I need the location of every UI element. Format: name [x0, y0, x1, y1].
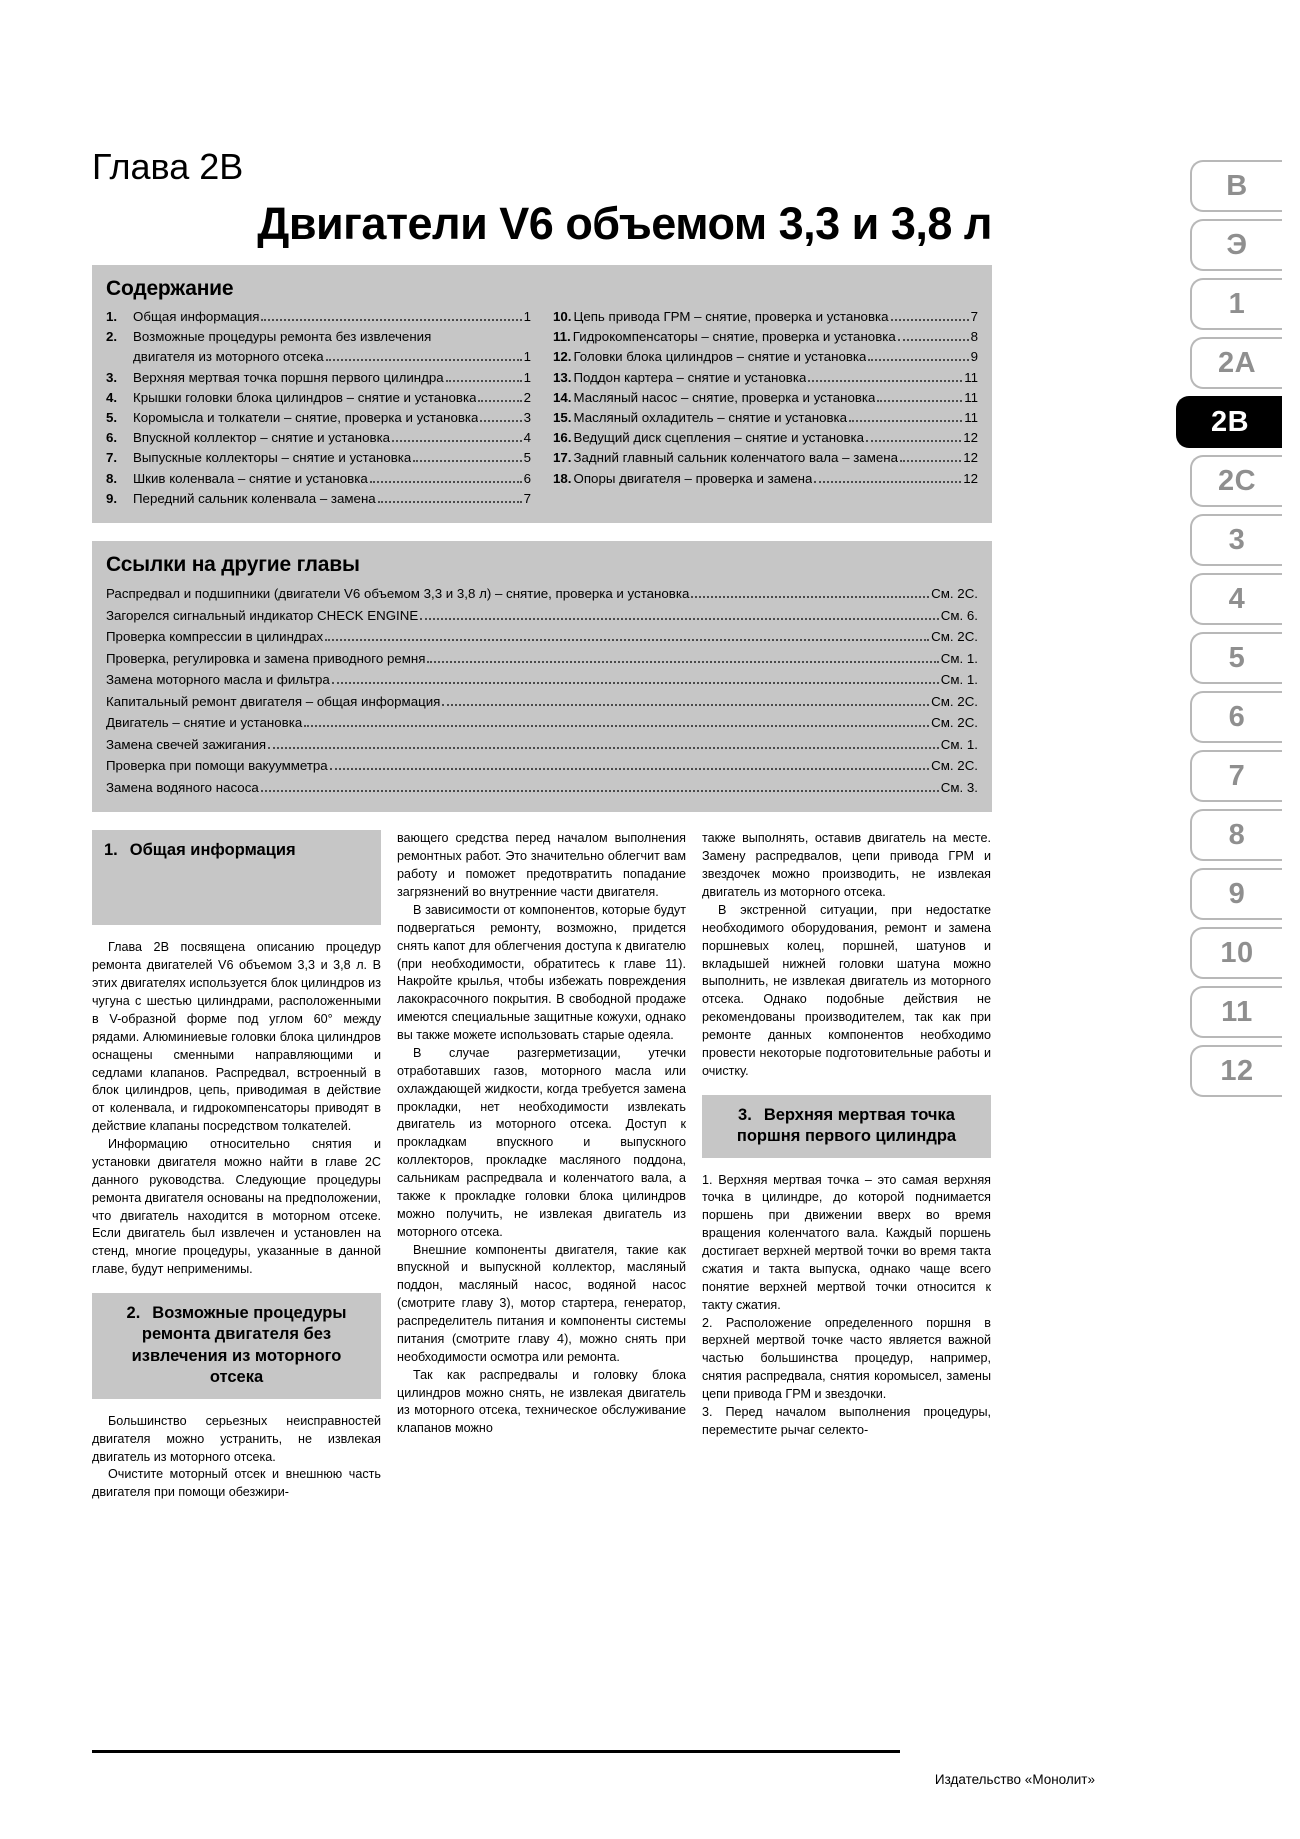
ref-leader [691, 590, 929, 598]
toc-label: Возможные процедуры ремонта без извлечения [133, 329, 432, 345]
toc-label: Головки блока цилиндров – снятие и установка [573, 349, 867, 365]
section-number: 1. [104, 841, 118, 860]
paragraph: Так как распредвалы и головку блока цилиндров можно снять, не извлекая двигатель из моторного отсека, техническое обслуживание клапанов можно [397, 1367, 686, 1436]
toc-entry[interactable] [553, 327, 978, 347]
page-title: Двигатели V6 объемом 3,3 и 3,8 л [257, 197, 992, 249]
paragraph: Внешние компоненты двигателя, такие как впускной и выпускной коллектор, масляный поддон, масляный насос, водяной насос (смотрите главу 3), мотор стартера, генератор, распределитель питания и компоненты системы питания (смотрите главу 4), можно снять при необходимости осмотра или ремонта. [397, 1242, 686, 1364]
toc-number: 9. [106, 490, 118, 506]
cross-reference-label: Загорелся сигнальный индикатор CHECK ENGINE [106, 607, 419, 623]
toc-label: Масляный охладитель – снятие и установка [573, 410, 848, 426]
toc-leader [814, 475, 961, 483]
chapter-tab-12[interactable] [1190, 1045, 1282, 1097]
toc-label-cont: двигателя из моторного отсека [133, 349, 324, 365]
chapter-tab-label: 2В [1210, 405, 1250, 438]
chapter-tab-label: 8 [1228, 818, 1246, 851]
ref-leader [420, 612, 939, 620]
cross-reference-target: См. 1. [940, 650, 978, 666]
contents-heading: Содержание [106, 277, 234, 301]
chapter-tab-strip [1190, 160, 1282, 1097]
chapter-tab-label: Э [1226, 228, 1248, 261]
toc-entry[interactable] [553, 448, 978, 468]
toc-entry[interactable] [553, 307, 978, 327]
toc-leader [392, 434, 522, 442]
toc-page: 8 [970, 329, 978, 345]
toc-label: Масляный насос – снятие, проверка и установка [573, 389, 876, 405]
ref-leader [304, 719, 929, 727]
toc-entry[interactable] [553, 368, 978, 388]
toc-number: 3. [106, 369, 118, 385]
cross-reference-target: См. 1. [940, 672, 978, 688]
toc-leader [446, 374, 522, 382]
toc-page: 11 [964, 389, 978, 405]
ref-leader [442, 698, 929, 706]
cross-reference-entry[interactable] [106, 777, 978, 799]
chapter-tab-label: 6 [1228, 700, 1246, 733]
toc-page: 1 [523, 309, 531, 325]
paragraph: также выполнять, оставив двигатель на месте. Замену распредвалов, цепи привода ГРМ и звездочек можно производить, не извлекая двигатель из моторного отсека. [702, 831, 991, 900]
chapter-tab-10[interactable] [1190, 927, 1282, 979]
contents-box [92, 265, 992, 523]
paragraph: Информацию относительно снятия и установки двигателя можно найти в главе 2С данного руководства. Следующие процедуры ремонта двигателя основаны на предположении, что двигатель находится в моторном отсеке. Если двигатель был извлечен и установлен на стенд, многие процедуры, указанные в данной главе, будут неприменимы. [92, 1137, 381, 1277]
toc-number: 14. [553, 389, 572, 405]
toc-number: 13. [553, 369, 572, 385]
chapter-tab-label: 1 [1228, 287, 1246, 320]
cross-references-box [92, 541, 992, 812]
cross-reference-entry[interactable] [106, 691, 978, 713]
toc-leader [413, 454, 521, 462]
chapter-tab-label: 9 [1228, 877, 1246, 910]
toc-entry[interactable] [553, 347, 978, 367]
chapter-tab-11[interactable] [1190, 986, 1282, 1038]
toc-number: 17. [553, 450, 572, 466]
cross-reference-label: Замена водяного насоса [106, 779, 259, 795]
toc-number: 4. [106, 389, 118, 405]
ref-leader [330, 762, 929, 770]
toc-leader [480, 414, 521, 422]
toc-label: Выпускные коллекторы – снятие и установка [133, 450, 412, 466]
toc-page: 3 [523, 410, 531, 426]
toc-page: 12 [963, 450, 978, 466]
ref-leader [261, 784, 939, 792]
section-number: 3. [738, 1105, 752, 1124]
toc-label: Верхняя мертвая точка поршня первого цилиндра [133, 369, 444, 385]
section-title: Общая информация [129, 841, 296, 860]
chapter-tab-7[interactable] [1190, 750, 1282, 802]
toc-number: 1. [106, 309, 118, 325]
toc-leader [891, 313, 969, 321]
toc-page: 11 [964, 369, 978, 385]
body-column-1 [92, 830, 381, 1502]
contents-column-right [553, 307, 978, 509]
toc-page: 9 [970, 349, 978, 365]
section-heading-1 [92, 830, 381, 925]
page-content [92, 148, 992, 1502]
paragraph: 3. Перед началом выполнения процедуры, переместите рычаг селекто- [702, 1404, 991, 1437]
toc-page: 2 [523, 389, 531, 405]
toc-number: 5. [106, 410, 118, 426]
toc-number: 10. [553, 309, 572, 325]
cross-reference-label: Проверка компрессии в цилиндрах [106, 629, 324, 645]
chapter-tab-label: 3 [1228, 523, 1246, 556]
toc-entry[interactable] [106, 327, 531, 347]
toc-label: Цепь привода ГРМ – снятие, проверка и установка [573, 309, 889, 325]
chapter-tab-8[interactable] [1190, 809, 1282, 861]
toc-leader [849, 414, 962, 422]
toc-entry[interactable] [106, 368, 531, 388]
toc-leader [261, 313, 521, 321]
toc-page: 7 [970, 309, 978, 325]
toc-page: 12 [963, 470, 978, 486]
footer-divider [92, 1750, 900, 1753]
ref-leader [268, 741, 939, 749]
cross-reference-target: См. 2С. [931, 693, 978, 709]
cross-reference-entry[interactable] [106, 669, 978, 691]
toc-label: Опоры двигателя – проверка и замена [573, 470, 813, 486]
toc-leader [900, 454, 961, 462]
paragraph: В зависимости от компонентов, которые будут подвергаться ремонту, возможно, придется снять капот для облегчения доступа к двигателю (при необходимости, обратитесь к главе 11). Накройте крылья, чтобы избежать повреждения лакокрасочного покрытия. В свободной продаже имеются специальные защитные кожухи, однако вы также можете использовать старые одеяла. [397, 902, 686, 1043]
cross-reference-entry[interactable] [106, 605, 978, 627]
toc-entry[interactable] [106, 489, 531, 509]
toc-entry[interactable] [106, 448, 531, 468]
chapter-tab-1[interactable] [1190, 278, 1282, 330]
body-columns [92, 830, 992, 1502]
toc-page: 5 [523, 450, 531, 466]
toc-entry[interactable] [106, 469, 531, 489]
ref-leader [427, 655, 938, 663]
toc-leader [877, 394, 962, 402]
paragraph: 2. Расположение определенного поршня в верхней мертвой точке часто является важной частью большинства процедур, например, снятия распредвала, снятия коромысел, замены цепи привода ГРМ и звездочки. [702, 1315, 991, 1402]
cross-reference-label: Двигатель – снятие и установка [106, 715, 303, 731]
toc-label: Шкив коленвала – снятие и установка [133, 470, 368, 486]
chapter-tab-label: 5 [1228, 641, 1246, 674]
toc-label: Коромысла и толкатели – снятие, проверка и установка [133, 410, 479, 426]
chapter-tab-label: 4 [1228, 582, 1246, 615]
section-heading-3 [702, 1095, 991, 1158]
toc-page: 11 [964, 410, 978, 426]
toc-number: 7. [106, 450, 118, 466]
chapter-tab-2a[interactable] [1190, 337, 1282, 389]
chapter-tab-4[interactable] [1190, 573, 1282, 625]
toc-entry[interactable] [106, 388, 531, 408]
toc-number: 18. [553, 470, 572, 486]
toc-entry[interactable] [553, 469, 978, 489]
toc-label: Ведущий диск сцепления – снятие и установка [573, 430, 865, 446]
toc-leader [866, 434, 961, 442]
cross-reference-target: См. 2С. [931, 758, 978, 774]
paragraph: В экстренной ситуации, при недостатке необходимого оборудования, ремонт и замена поршневых колец, поршней, шатунов и вкладышей нижней головки шатуна можно выполнить, не извлекая двигатель из моторного отсека. Однако подобные действия не рекомендованы производителем, так как при ремонте данных компонентов необходимо провести некоторые подготовительные работы и очистку. [702, 902, 991, 1078]
toc-label: Впускной коллектор – снятие и установка [133, 430, 391, 446]
cross-reference-label: Проверка, регулировка и замена приводного ремня [106, 650, 426, 666]
section-heading-2 [92, 1293, 381, 1399]
toc-leader [326, 353, 522, 361]
chapter-tab-5[interactable] [1190, 632, 1282, 684]
cross-reference-label: Капитальный ремонт двигателя – общая информация [106, 693, 441, 709]
cross-reference-target: См. 2С. [931, 586, 978, 602]
chapter-tab-label: 2А [1217, 346, 1257, 379]
toc-number: 16. [553, 430, 572, 446]
toc-leader [378, 495, 522, 503]
toc-number: 6. [106, 430, 118, 446]
paragraph: 1. Верхняя мертвая точка – это самая верхняя точка в цилиндре, до которой поднимается поршень при движении вверх во время вращения коленчатого вала. Каждый поршень достигает верхней мертвой точки во время такта сжатия и такта выпуска, однако чаще всего понятие верхней мертвой точки относится к такту сжатия. [702, 1172, 991, 1312]
chapter-tab-6[interactable] [1190, 691, 1282, 743]
chapter-tab-9[interactable] [1190, 868, 1282, 920]
paragraph: Глава 2В посвящена описанию процедур ремонта двигателей V6 объемом 3,3 и 3,8 л. В этих двигателях используется блок цилиндров из чугуна с шестью цилиндрами, расположенными в V-образной форме под углом 60° между рядами. Алюминиевые головки блока цилиндров оснащены сменными направляющими и седлами клапанов. Распредвал, встроенный в блок цилиндров, цепь, приводимая в действие от коленвала, и гидрокомпенсаторы приводят в действие клапаны посредством толкателей. [92, 940, 381, 1134]
cross-reference-entry[interactable] [106, 755, 978, 777]
chapter-tab-e[interactable] [1190, 219, 1282, 271]
cross-reference-entry[interactable] [106, 712, 978, 734]
toc-entry[interactable] [553, 428, 978, 448]
toc-page: 6 [523, 470, 531, 486]
chapter-tab-label: 7 [1228, 759, 1246, 792]
toc-label: Поддон картера – снятие и установка [573, 369, 807, 385]
toc-label: Гидрокомпенсаторы – снятие, проверка и установка [572, 329, 896, 345]
toc-number: 11. [553, 329, 571, 345]
chapter-tab-3[interactable] [1190, 514, 1282, 566]
cross-reference-entry[interactable] [106, 626, 978, 648]
toc-leader [478, 394, 521, 402]
ref-leader [325, 633, 929, 641]
toc-leader [808, 374, 962, 382]
toc-entry[interactable] [553, 388, 978, 408]
toc-page: 12 [963, 430, 978, 446]
toc-number: 8. [106, 470, 118, 486]
toc-entry-continuation[interactable] [106, 347, 531, 367]
toc-leader [898, 333, 969, 341]
section-title: Верхняя мертвая точка поршня первого цилиндра [736, 1105, 957, 1146]
cross-reference-entry[interactable] [106, 648, 978, 670]
cross-references-heading: Ссылки на другие главы [106, 553, 360, 577]
cross-reference-label: Замена моторного масла и фильтра [106, 672, 330, 688]
toc-entry[interactable] [106, 307, 531, 327]
cross-reference-entry[interactable] [106, 734, 978, 756]
cross-reference-target: См. 1. [940, 736, 978, 752]
toc-label: Передний сальник коленвала – замена [133, 490, 376, 506]
toc-label: Общая информация [133, 309, 260, 325]
chapter-tab-label: 2С [1217, 464, 1257, 497]
cross-reference-target: См. 2С. [931, 715, 978, 731]
chapter-tab-2c[interactable] [1190, 455, 1282, 507]
toc-entry[interactable] [106, 408, 531, 428]
chapter-tab-label: 11 [1221, 995, 1253, 1028]
toc-leader [370, 475, 522, 483]
toc-label: Задний главный сальник коленчатого вала – замена [573, 450, 898, 466]
chapter-tab-label: В [1226, 169, 1248, 202]
section-number: 2. [126, 1304, 141, 1323]
chapter-kicker: Глава 2В [92, 146, 244, 187]
toc-page: 4 [523, 430, 531, 446]
footer-publisher: Издательство «Монолит» [934, 1772, 1095, 1787]
chapter-tab-2b[interactable] [1176, 396, 1282, 448]
section-title: Возможные процедуры ремонта двигателя без извлечения из моторного отсека [131, 1304, 347, 1387]
paragraph: Большинство серьезных неисправностей двигателя можно устранить, не извлекая двигатель из моторного отсека. [92, 1413, 381, 1464]
chapter-tab-label: 12 [1220, 1054, 1254, 1087]
toc-page: 7 [523, 490, 531, 506]
toc-number: 12. [553, 349, 572, 365]
toc-page: 1 [523, 369, 531, 385]
ref-leader [332, 676, 939, 684]
toc-page: 1 [523, 349, 531, 365]
contents-columns [106, 307, 978, 509]
toc-number: 2. [106, 329, 118, 345]
toc-label: Крышки головки блока цилиндров – снятие и установка [133, 389, 477, 405]
body-column-3 [702, 830, 991, 1502]
toc-entry[interactable] [106, 428, 531, 448]
body-column-2 [397, 830, 686, 1502]
toc-number: 15. [553, 410, 572, 426]
cross-reference-target: См. 3. [940, 779, 978, 795]
cross-reference-label: Проверка при помощи вакуумметра [106, 758, 328, 774]
paragraph: В случае разгерметизации, утечки отработавших газов, моторного масла или охлаждающей жидкости, когда требуется замена прокладки, нет необходимости извлекать двигатель из моторного отсека. Доступ к прокладкам впускного и выпускного коллекторов, прокладке масляного поддона, сальникам распредвала и коленчатого вала, а также к прокладке головки блока цилиндров можно получить, не извлекая двигатель из моторного отсека. [397, 1045, 686, 1239]
cross-reference-label: Замена свечей зажигания [106, 736, 267, 752]
toc-leader [868, 353, 968, 361]
contents-column-left [106, 307, 531, 509]
toc-entry[interactable] [553, 408, 978, 428]
cross-reference-target: См. 6. [940, 607, 978, 623]
cross-reference-target: См. 2С. [931, 629, 978, 645]
cross-reference-entry[interactable] [106, 583, 978, 605]
paragraph: Очистите моторный отсек и внешнюю часть двигателя при помощи обезжири- [92, 1467, 381, 1500]
paragraph: вающего средства перед началом выполнения ремонтных работ. Это значительно облегчит вам работу и поможет предотвратить попадание загрязнений во внутренние части двигателя. [397, 831, 686, 900]
chapter-tab-v[interactable] [1190, 160, 1282, 212]
cross-reference-label: Распредвал и подшипники (двигатели V6 объемом 3,3 и 3,8 л) – снятие, проверка и установка [106, 586, 690, 602]
chapter-tab-label: 10 [1220, 936, 1254, 969]
